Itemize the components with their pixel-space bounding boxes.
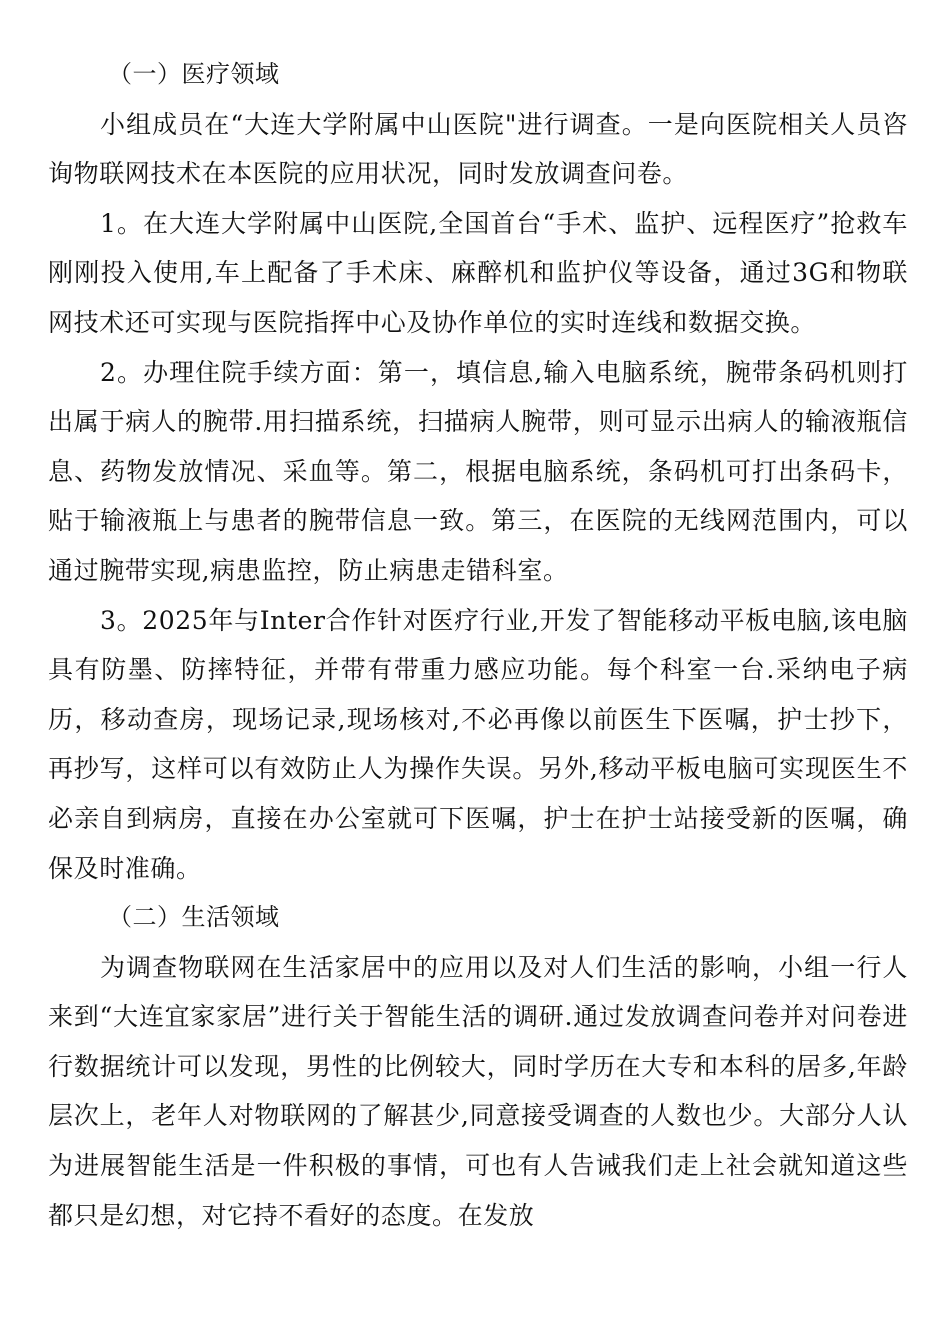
section-heading-life: （二）生活领域	[108, 903, 280, 932]
section-heading-medical: （一）医疗领域	[108, 60, 280, 88]
paragraph-intro: 小组成员在“大连大学附属中山医院"进行调查。一是向医院相关人员咨询物联网技术在本医院的应用状况，同时发放调查问卷。	[48, 109, 908, 189]
paragraph-item-2: 2。办理住院手续方面：第一，填信息,输入电脑系统，腕带条码机则打出属于病人的腕带.用扫描系统，扫描病人腕带，则可显示出病人的输液瓶信息、药物发放情况、采血等。第二，根据电脑系统，条码机可打出条码卡，贴于输液瓶上与患者的腕带信息一致。第三，在医院的无线网范围内，可以通过腕带实现,病患监控，防止病患走错科室。	[48, 357, 908, 585]
document-page	[48, 50, 908, 1240]
paragraph-life: 为调查物联网在生活家居中的应用以及对人们生活的影响，小组一行人来到“大连宜家家居”进行关于智能生活的调研.通过发放调查问卷并对问卷进行数据统计可以发现，男性的比例较大，同时学历在大专和本科的居多,年龄层次上，老年人对物联网的了解甚少,同意接受调查的人数也少。大部分人认为进展智能生活是一件积极的事情，可也有人告诫我们走上社会就知道这些都只是幻想，对它持不看好的态度。在发放	[48, 952, 908, 1230]
paragraph-item-3: 3。2025年与Inter合作针对医疗行业,开发了智能移动平板电脑,该电脑具有防墨、防摔特征，并带有带重力感应功能。每个科室一台.采纳电子病历，移动查房，现场记录,现场核对,不必再像以前医生下医嘱，护士抄下，再抄写，这样可以有效防止人为操作失误。另外,移动平板电脑可实现医生不必亲自到病房，直接在办公室就可下医嘱，护士在护士站接受新的医嘱，确保及时准确。	[48, 605, 908, 883]
paragraph-item-1: 1。在大连大学附属中山医院,全国首台“手术、监护、远程医疗”抢救车刚刚投入使用,车上配备了手术床、麻醉机和监护仪等设备，通过3G和物联网技术还可实现与医院指挥中心及协作单位的实时连线和数据交换。	[48, 208, 908, 337]
